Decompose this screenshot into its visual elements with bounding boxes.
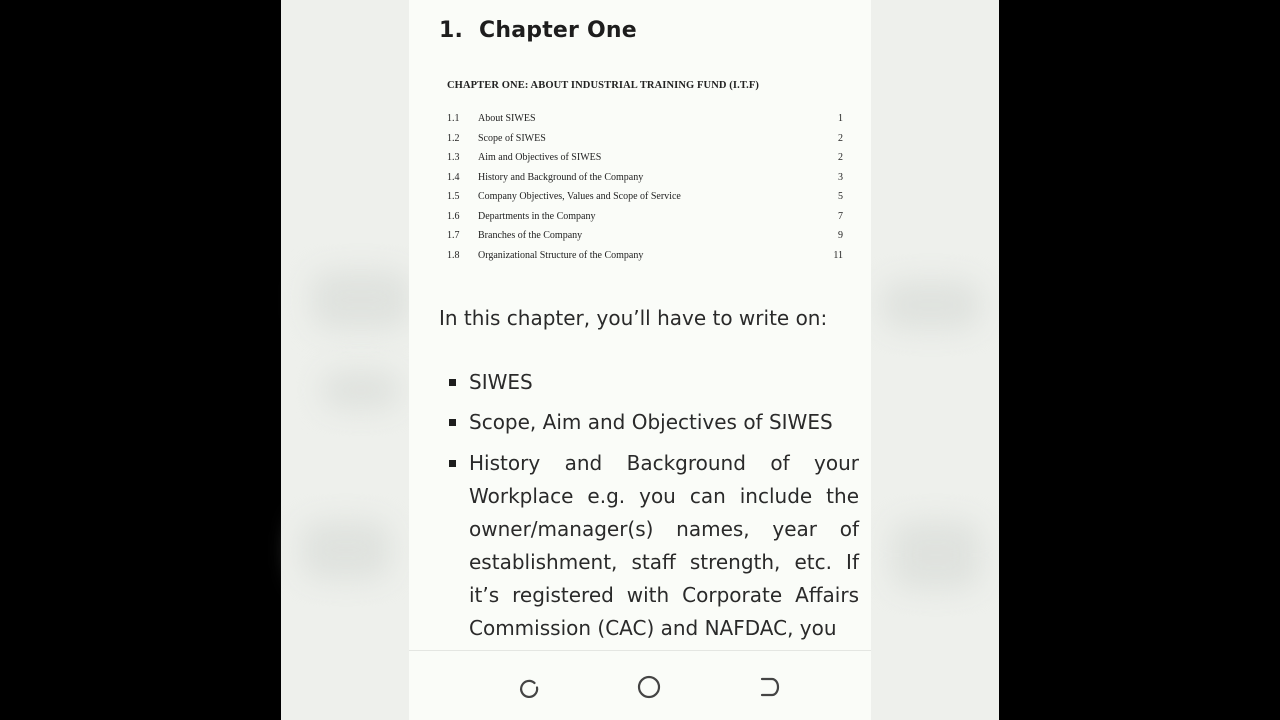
list-item-text: Scope, Aim and Objectives of SIWES — [469, 410, 833, 434]
toc-row — [447, 250, 843, 270]
toc-row — [447, 230, 843, 250]
toc-label: Scope of SIWES — [478, 132, 546, 144]
square-bullet-icon — [449, 419, 456, 426]
toc-page: 9 — [838, 230, 843, 241]
back-button[interactable] — [757, 675, 781, 699]
square-bullet-icon — [449, 379, 456, 386]
heading-number: 1. — [439, 18, 464, 43]
toc-row — [447, 133, 843, 153]
toc-number: 1.5 — [447, 191, 460, 202]
toc-page: 1 — [838, 113, 843, 124]
toc-page: 7 — [838, 210, 843, 222]
toc-list — [447, 113, 843, 269]
back-icon — [757, 675, 781, 699]
toc-label: Aim and Objectives of SIWES — [478, 152, 602, 163]
toc-row — [447, 191, 843, 211]
heading-text: Chapter One — [479, 18, 637, 43]
list-item — [439, 406, 859, 439]
toc-label: Organizational Structure of the Company — [478, 249, 644, 261]
toc-label: Branches of the Company — [478, 230, 583, 241]
square-bullet-icon — [449, 460, 456, 467]
toc-page: 5 — [838, 191, 843, 202]
table-of-contents-image — [445, 80, 845, 270]
toc-number: 1.6 — [447, 210, 460, 222]
toc-title: CHAPTER ONE: ABOUT INDUSTRIAL TRAINING FUND (I.T.F) — [447, 80, 759, 91]
toc-number: 1.2 — [447, 132, 460, 144]
recent-apps-icon — [517, 675, 541, 699]
toc-label: History and Background of the Company — [478, 171, 644, 183]
left-letterbox — [0, 0, 281, 720]
list-item — [439, 447, 859, 645]
right-letterbox — [999, 0, 1280, 720]
toc-page: 2 — [838, 132, 843, 144]
toc-row — [447, 152, 843, 172]
toc-page: 3 — [838, 171, 843, 183]
toc-number: 1.3 — [447, 152, 460, 163]
home-icon — [637, 675, 661, 699]
recent-apps-button[interactable] — [517, 675, 541, 699]
toc-page: 2 — [838, 152, 843, 163]
toc-label: Company Objectives, Values and Scope of Service — [478, 191, 681, 202]
toc-page: 11 — [833, 249, 843, 261]
phone-screen — [409, 0, 871, 720]
chapter-heading — [439, 18, 637, 43]
toc-number: 1.7 — [447, 230, 460, 241]
list-item-text: History and Background of your Workplace e.g. you can include the owner/manager(s) names, year of establishment, staff strength, etc. If it’s registered with Corporate Affairs Commission (CAC) and NAFDAC, you — [469, 451, 859, 640]
android-navigation-bar — [409, 650, 871, 720]
toc-label: About SIWES — [478, 113, 536, 124]
intro-paragraph: In this chapter, you’ll have to write on: — [439, 306, 828, 330]
bullet-list — [439, 366, 859, 645]
list-item-text: SIWES — [469, 370, 533, 394]
toc-row — [447, 172, 843, 192]
home-button[interactable] — [637, 675, 661, 699]
list-item — [439, 366, 859, 399]
toc-number: 1.8 — [447, 249, 460, 261]
toc-label: Departments in the Company — [478, 210, 596, 222]
toc-row — [447, 113, 843, 133]
toc-row — [447, 211, 843, 231]
toc-number: 1.1 — [447, 113, 460, 124]
toc-number: 1.4 — [447, 171, 460, 183]
